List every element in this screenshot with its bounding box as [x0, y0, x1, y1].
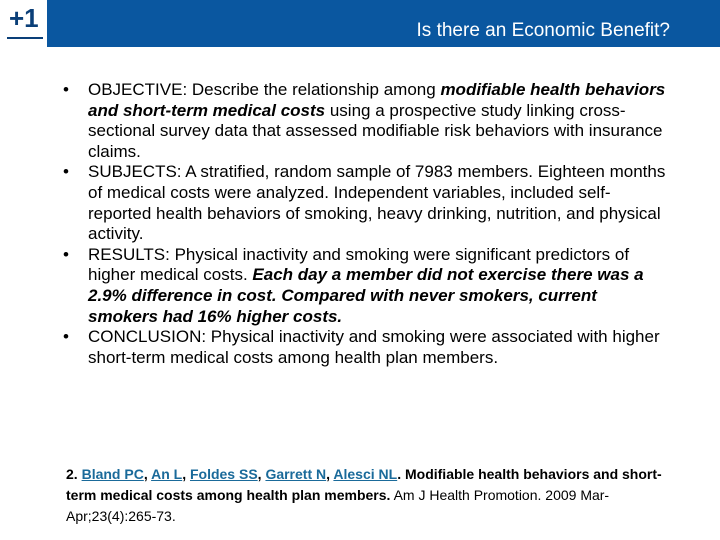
author-link[interactable]: Foldes SS — [189, 466, 258, 482]
bullet-item — [56, 80, 666, 162]
bullet-text: RESULTS: Physical inactivity and smoking were significant predictors of higher medical costs. — [88, 244, 630, 285]
bullet-text: SUBJECTS: A stratified, random sample of 7983 members. Eighteen months of medical costs were analyzed. Independent variables, included self-reported health behaviors of smoking, heavy drinking, nutrition, and physical activity. — [88, 162, 666, 244]
emphasis-text: Each day a member did not exercise there was a 2.9% difference in cost. Compared with never smokers, current smokers had 16% higher costs. — [88, 265, 644, 326]
bullet-list — [56, 80, 666, 368]
slide-header — [0, 0, 720, 47]
reference-number: 2. — [66, 466, 78, 482]
author-link[interactable]: Bland PC — [81, 466, 144, 482]
slide-title: Is there an Economic Benefit? — [416, 20, 670, 41]
logo-underline — [7, 37, 43, 39]
bullet-text: OBJECTIVE: Describe the relationship among — [88, 80, 441, 99]
logo — [0, 0, 47, 47]
bullet-marker: • — [63, 80, 69, 99]
reference-journal: Am J Health Promotion. 2009 Mar-Apr;23(4):265-73. — [66, 487, 610, 524]
bullet-item — [56, 327, 666, 368]
bullet-marker: • — [63, 244, 69, 264]
bullet-marker: • — [63, 327, 69, 347]
reference-title: Modifiable health behaviors and short-term medical costs among health plan members. — [66, 466, 662, 503]
author-link[interactable]: Garrett N — [265, 466, 327, 482]
bullet-item — [56, 162, 666, 244]
logo-text: +1 — [9, 3, 39, 33]
bullet-item — [56, 245, 666, 327]
reference-citation — [66, 464, 676, 527]
author-link[interactable]: An L — [151, 466, 183, 482]
bullet-text: using a prospective study linking cross-sectional survey data that assessed modifiable risk behaviors with insurance claims. — [88, 100, 663, 161]
reference-authors: Bland PC, An L, Foldes SS, Garrett N, Alesci NL. — [81, 466, 405, 482]
bullet-text: CONCLUSION: Physical inactivity and smoking were associated with higher short-term medical costs among health plan members. — [88, 327, 660, 367]
bullet-marker: • — [63, 162, 69, 182]
emphasis-text: modifiable health behaviors and short-term medical costs — [88, 80, 666, 120]
author-link[interactable]: Alesci NL — [333, 466, 398, 482]
